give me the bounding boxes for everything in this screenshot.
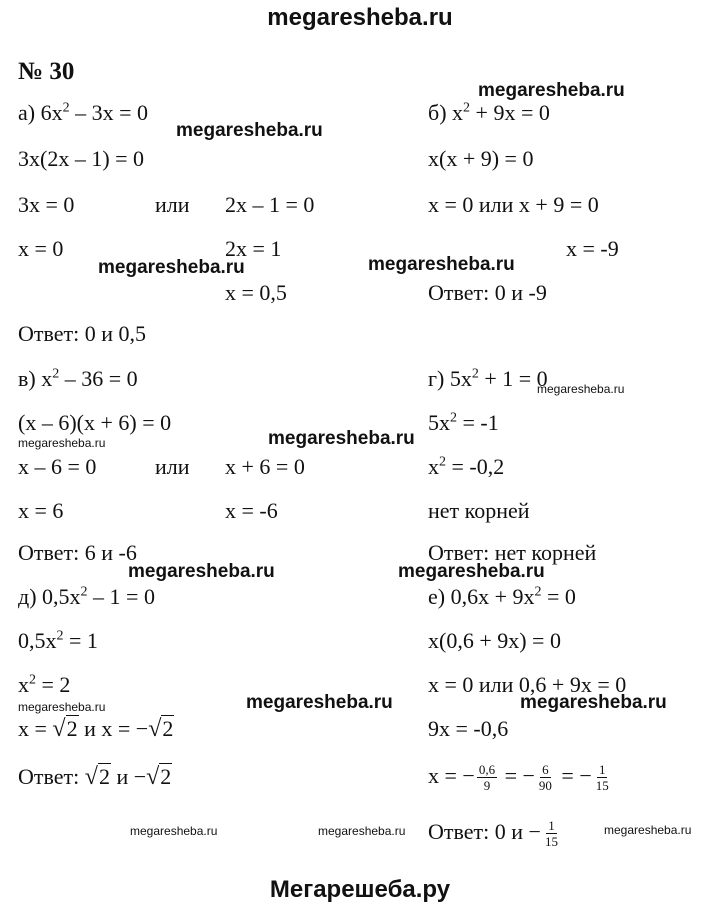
part-v-case1: x – 6 = 0 [18, 454, 97, 479]
watermark: megaresheba.ru [18, 700, 106, 714]
part-d-answer: Ответ: √2 и −√2 [18, 764, 172, 790]
part-a-step: 2x = 1 [225, 236, 282, 261]
site-footer: Мегарешеба.ру [269, 876, 451, 903]
fraction: $\frac{0,6}{9}$ [478, 762, 496, 794]
part-e-root2: x = − $\frac{0,6}{9}$ = − $\frac{6}{90}$ = − $\frac{1}{15}$ [428, 762, 609, 794]
part-a-answer: Ответ: 0 и 0,5 [18, 321, 147, 346]
watermark: megaresheba.ru [478, 80, 625, 101]
part-b-cases: x = 0 или x + 9 = 0 [428, 192, 599, 217]
part-g-answer: Ответ: нет корней [428, 540, 597, 565]
part-d-step1: $0,5x^2 = 1$ [18, 628, 98, 653]
part-b-root2: x = -9 [566, 236, 619, 261]
watermark: megaresheba.ru [368, 254, 515, 275]
part-v-root2: x = -6 [225, 498, 278, 523]
part-a-root2: x = 0,5 [225, 280, 287, 305]
part-v-root1: x = 6 [18, 498, 64, 523]
watermark: megaresheba.ru [246, 692, 393, 713]
watermark: megaresheba.ru [18, 436, 106, 450]
watermark: megaresheba.ru [268, 428, 415, 449]
part-v-case2: x + 6 = 0 [225, 454, 305, 479]
sqrt-symbol: √2 [146, 764, 172, 790]
part-e-equation: е) $0,6x + 9x^2 = 0$ [428, 584, 576, 609]
watermark: megaresheba.ru [176, 120, 323, 141]
part-b-equation: б) $x^2 + 9x = 0$ [428, 100, 550, 125]
part-e-step: 9x = -0,6 [428, 716, 509, 741]
sqrt-symbol: √2 [148, 716, 174, 742]
watermark: megaresheba.ru [604, 823, 692, 837]
fraction: $\frac{6}{90}$ [538, 762, 552, 794]
part-v-answer: Ответ: 6 и -6 [18, 540, 137, 565]
part-g-step1: $5x^2 = -1$ [428, 410, 499, 435]
part-a-case1: 3x = 0 [18, 192, 75, 217]
part-a-factored: 3x(2x – 1) = 0 [18, 146, 145, 171]
part-v-factored: (x – 6)(x + 6) = 0 [18, 410, 172, 435]
watermark: megaresheba.ru [537, 382, 625, 396]
part-e-factored: x(0,6 + 9x) = 0 [428, 628, 561, 653]
watermark: megaresheba.ru [130, 824, 218, 838]
watermark: megaresheba.ru [520, 692, 667, 713]
sqrt-symbol: √2 [84, 764, 110, 790]
watermark: megaresheba.ru [98, 257, 245, 278]
part-d-roots: x = √2 и x = −√2 [18, 716, 174, 742]
part-e-cases: x = 0 или 0,6 + 9x = 0 [428, 672, 627, 697]
part-b-answer: Ответ: 0 и -9 [428, 280, 547, 305]
site-header: megaresheba.ru [267, 4, 453, 31]
part-d-step2: $x^2 = 2$ [18, 672, 71, 697]
part-g-conclusion: нет корней [428, 498, 530, 523]
fraction: $\frac{1}{15}$ [544, 818, 558, 850]
part-b-factored: x(x + 9) = 0 [428, 146, 534, 171]
watermark: megaresheba.ru [318, 824, 406, 838]
fraction: $\frac{1}{15}$ [595, 762, 609, 794]
part-g-step2: $x^2 = -0,2$ [428, 454, 505, 479]
part-a-root1: x = 0 [18, 236, 64, 261]
problem-number: № 30 [18, 58, 75, 85]
part-a-case2: 2x – 1 = 0 [225, 192, 315, 217]
part-v-or: или [155, 454, 190, 479]
sqrt-symbol: √2 [52, 716, 78, 742]
part-d-equation: д) $0,5x^2 - 1 = 0$ [18, 584, 155, 609]
watermark: megaresheba.ru [398, 561, 545, 582]
watermark: megaresheba.ru [128, 561, 275, 582]
part-a-or: или [155, 192, 190, 217]
part-e-answer: Ответ: 0 и − $\frac{1}{15}$ [428, 818, 558, 850]
part-g-equation: г) $5x^2 + 1 = 0$ [428, 366, 548, 391]
part-a-equation: а) $6x^2 - 3x = 0$ [18, 100, 149, 125]
part-v-equation: в) $x^2 - 36 = 0$ [18, 366, 138, 391]
